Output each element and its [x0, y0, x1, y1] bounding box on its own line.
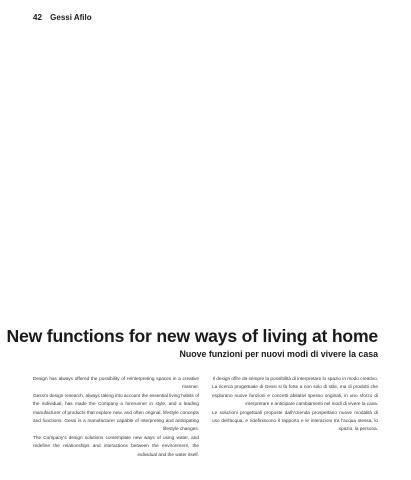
- english-column: [33, 375, 199, 459]
- italian-paragraph-3: Le soluzioni progettuali proposte dall'Azienda prospettano nuove modalità di uso dell'acqua, e ridefiniscono il rapporto e le interazioni tra l'acqua stessa, lo spazio, la persona.: [212, 409, 378, 432]
- english-paragraph-1: Design has always offered the possibility of reinterpreting spaces in a creative manner.: [33, 376, 199, 390]
- italian-paragraph-1: Il design offre da sempre la possibilità di interpretare lo spazio in modo creativo.: [212, 376, 378, 381]
- italian-paragraph-2: La ricerca progettuale di Gessi si fa forte a non solo di stile, ma di prodotti che esplorano nuove funzioni e concetti abitativi spesso originali, in uno sforzo di interpretare e anticipare cambiamenti nel modi di vivere la casa.: [212, 384, 378, 407]
- running-head: [33, 13, 92, 22]
- running-head-title: Gessi Afilo: [50, 13, 92, 22]
- page-number: 42: [33, 13, 42, 22]
- english-paragraph-2: Gessi's design research, always taking into account the essential living habits of the individual, has made the Company a forerunner in style, and a leading manufacturer of products that explore new, and often original, lifestyle concepts and functions. Gessi is a manufacturer capable of interpreting and anticipating lifestyle changes.: [33, 392, 199, 432]
- italian-column: [212, 375, 378, 434]
- subheadline: Nuove funzioni per nuovi modi di vivere la casa: [179, 349, 378, 359]
- headline: New functions for new ways of living at home: [6, 326, 378, 346]
- english-paragraph-3: The Company's design solutions contemplate new ways of using water, and redefine the relationships and interactions between the environment, the individual and the water itself.: [33, 434, 199, 457]
